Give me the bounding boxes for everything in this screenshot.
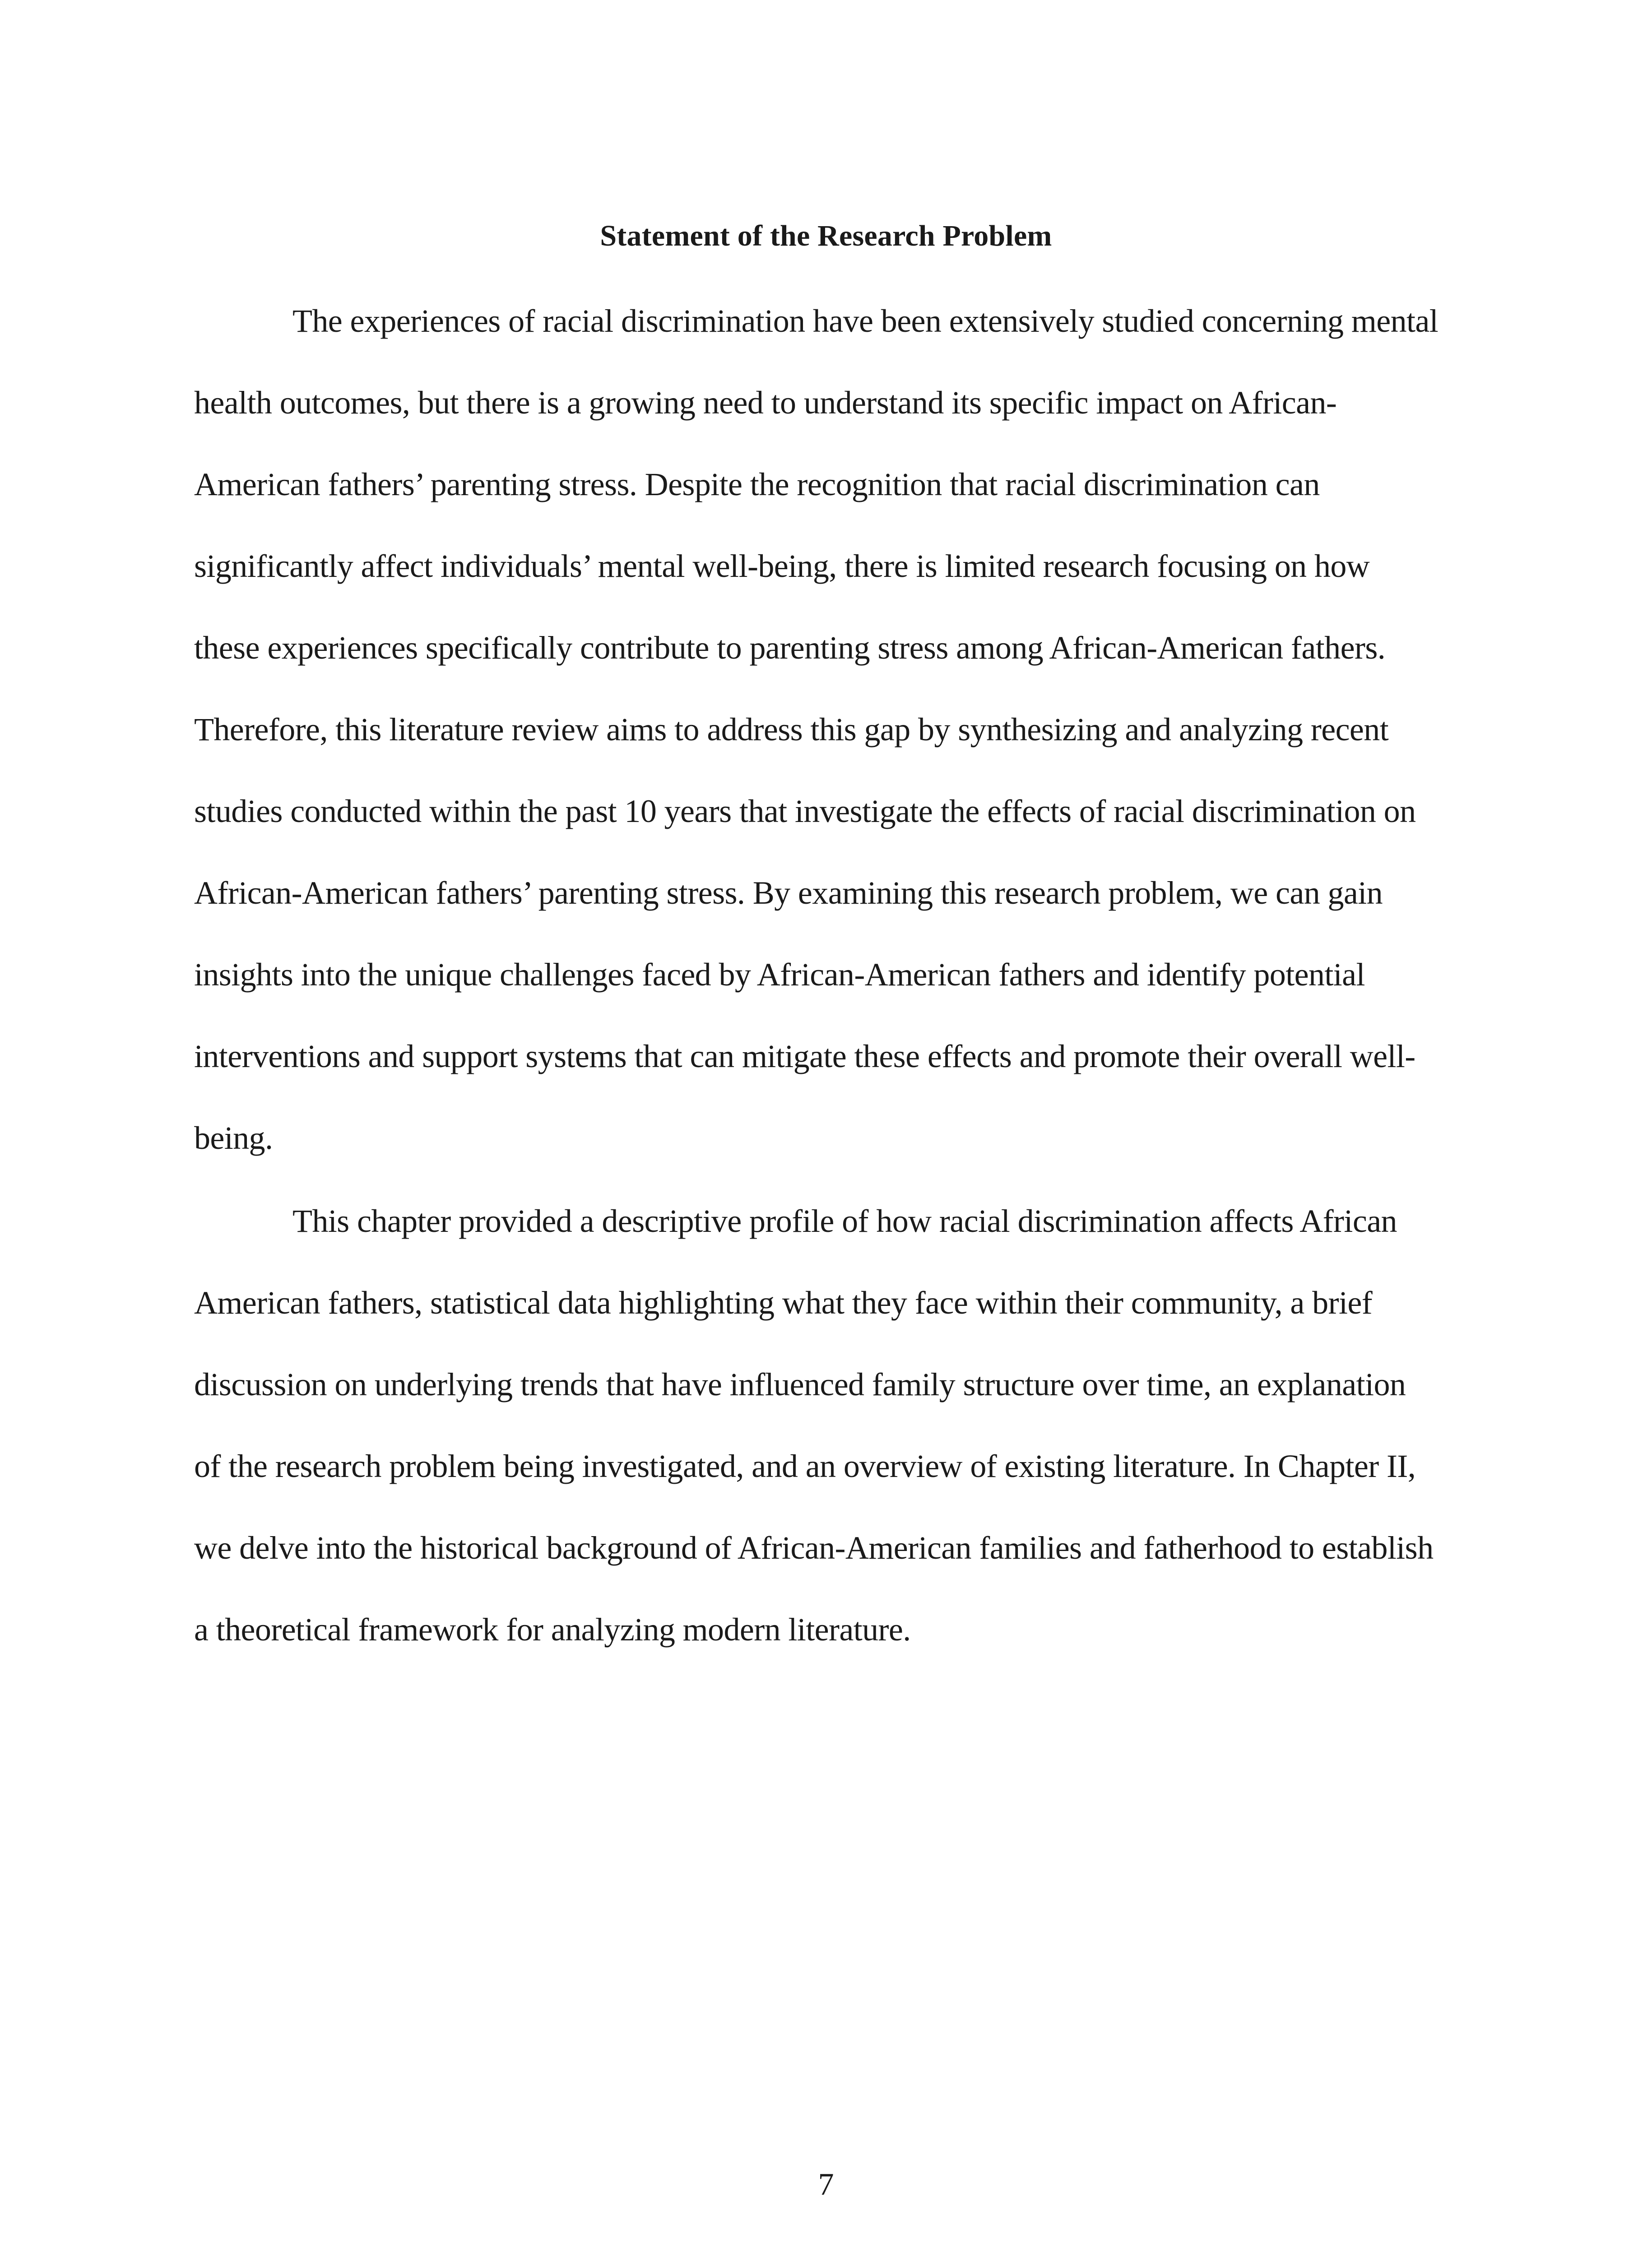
paragraph-research-problem <box>194 280 1467 1179</box>
paragraph-line: American fathers, statistical data highlighting what they face within their community, a brief <box>194 1285 1373 1321</box>
paragraph-line: studies conducted within the past 10 years that investigate the effects of racial discrimination on <box>194 793 1416 829</box>
paragraph-line: being. <box>194 1120 273 1156</box>
paragraph-line: The experiences of racial discrimination have been extensively studied concerning mental <box>292 303 1439 339</box>
paragraph-line: of the research problem being investigated, and an overview of existing literature. In Chapter II, <box>194 1448 1416 1484</box>
paragraph-line: American fathers’ parenting stress. Despite the recognition that racial discrimination can <box>194 466 1320 502</box>
paragraph-line: these experiences specifically contribute to parenting stress among African-American fathers. <box>194 630 1386 666</box>
paragraph-line: insights into the unique challenges faced by African-American fathers and identify potential <box>194 957 1365 993</box>
paragraph-line: African-American fathers’ parenting stress. By examining this research problem, we can gain <box>194 875 1383 911</box>
paragraph-line: significantly affect individuals’ mental well-being, there is limited research focusing on how <box>194 548 1370 584</box>
paragraph-line: interventions and support systems that can mitigate these effects and promote their overall well- <box>194 1038 1415 1074</box>
paragraph-line: This chapter provided a descriptive profile of how racial discrimination affects African <box>292 1203 1397 1239</box>
page-number: 7 <box>818 2167 834 2202</box>
section-heading: Statement of the Research Problem <box>600 219 1052 252</box>
paragraph-line: we delve into the historical background of African-American families and fatherhood to establish <box>194 1530 1434 1566</box>
paragraph-line: health outcomes, but there is a growing need to understand its specific impact on African- <box>194 385 1337 421</box>
paragraph-line: discussion on underlying trends that have influenced family structure over time, an explanation <box>194 1366 1406 1402</box>
paragraph-line: a theoretical framework for analyzing modern literature. <box>194 1611 911 1648</box>
paragraph-line: Therefore, this literature review aims to address this gap by synthesizing and analyzing recent <box>194 711 1389 748</box>
paragraph-chapter-summary <box>194 1180 1467 1671</box>
